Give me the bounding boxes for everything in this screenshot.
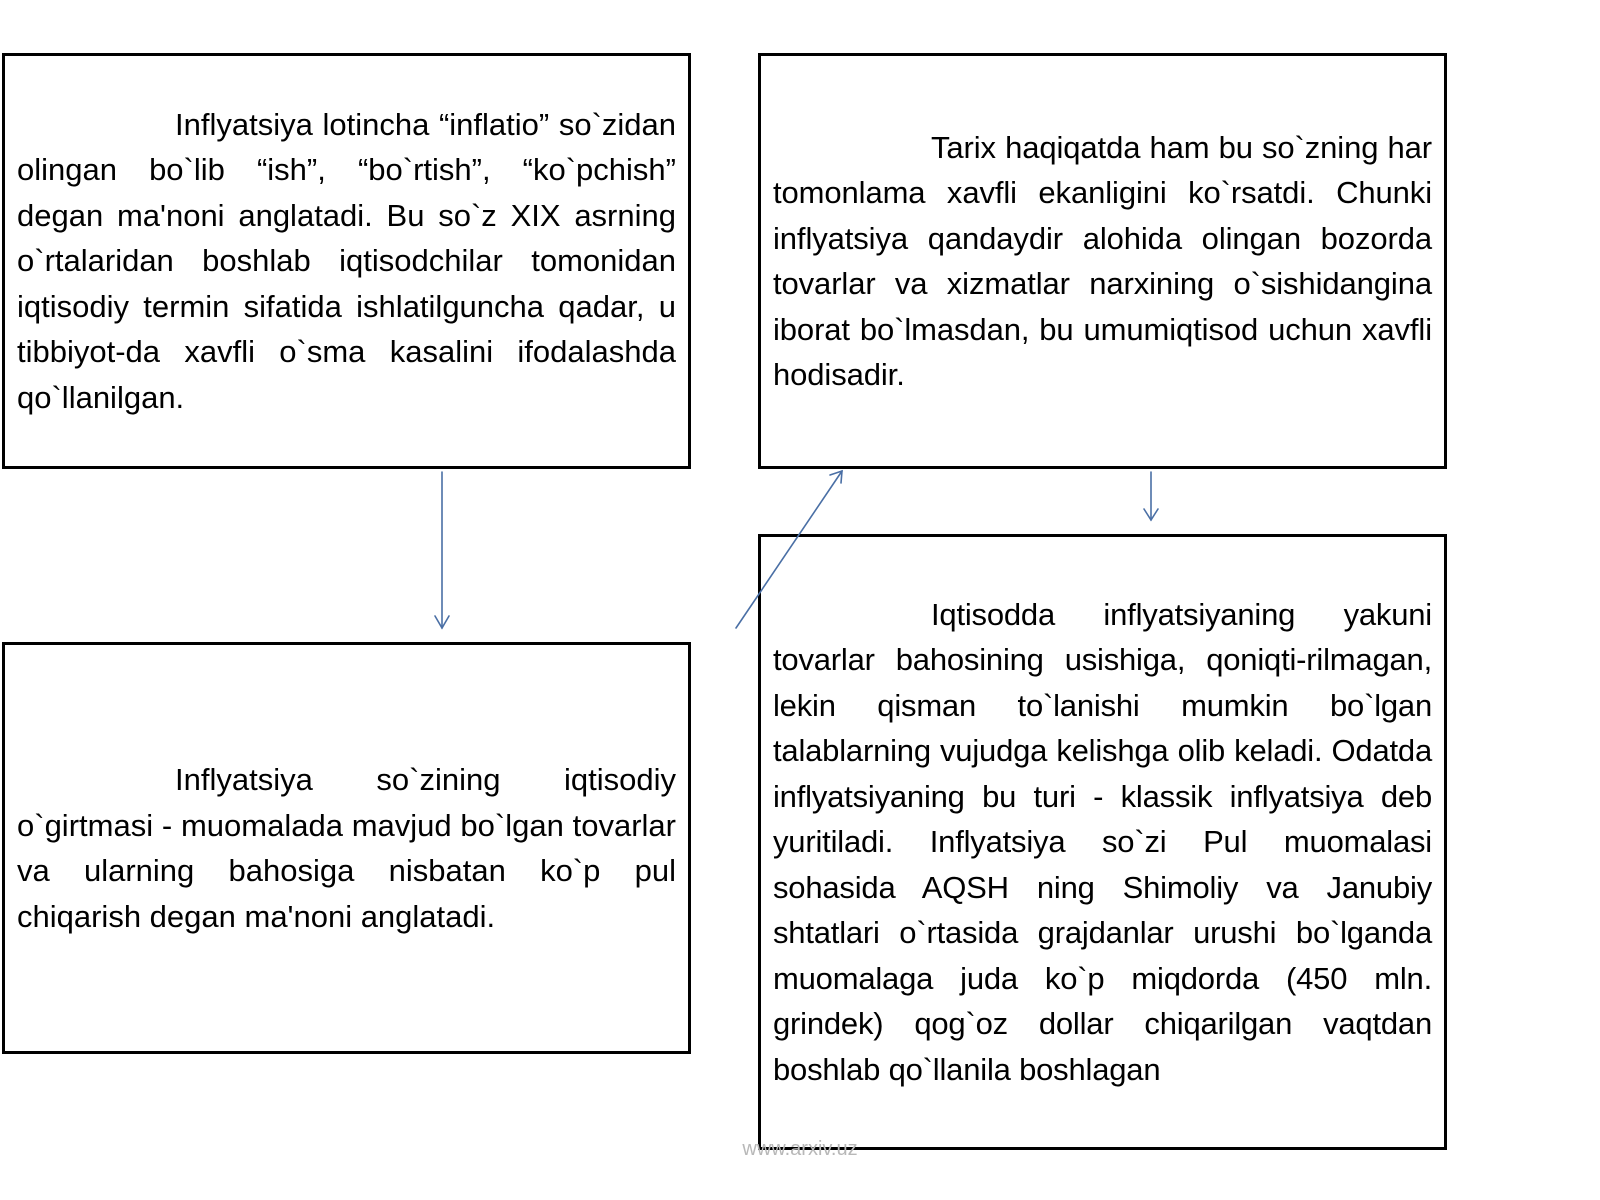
text-box-etymology-text: Inflyatsiya lotincha “inflatio” so`zidan olingan bo`lib “ish”, “bo`rtish”, “ko`pchish” degan ma'noni anglatadi. Bu so`z XIX asrning o`rtalaridan boshlab iqtisodchilar tomonidan iqtisodiy termin sifatida ishlatilguncha qadar, u tibbiyot-da xavfli o`sma kasalini ifodalashda qo`llanilgan. <box>17 106 676 415</box>
text-box-economic-meaning-text: Inflyatsiya so`zining iqtisodiy o`girtmasi - muomalada mavjud bo`lgan tovarlar va ularning bahosiga nisbatan ko`p pul chiqarish degan ma'noni anglatadi. <box>17 762 676 934</box>
text-box-economic-meaning <box>2 642 691 1054</box>
text-box-classic-inflation-text: Iqtisodda inflyatsiyaning yakuni tovarlar bahosining usishiga, qoniqti-rilmagan, lekin qisman to`lanishi mumkin bo`lgan talablarning vujudga kelishga olib keladi. Odatda inflyatsiyaning bu turi - klassik inflyatsiya deb yuritiladi. Inflyatsiya so`zi Pul muomalasi sohasida AQSH ning Shimoliy va Janubiy shtatlari o`rtasida grajdanlar urushi bo`lganda muomalaga juda ko`p miqdorda (450 mln. grindek) qog`oz dollar chiqarilgan vaqtdan boshlab qo`llanila boshlagan <box>773 596 1432 1087</box>
text-box-history-text: Tarix haqiqatda ham bu so`zning har tomonlama xavfli ekanligini ko`rsatdi. Chunki inflyatsiya qandaydir alohida olingan bozorda tovarlar va xizmatlar narxining o`sishidangina iborat bo`lmasdan, bu umumiqtisod uchun xavfli hodisadir. <box>773 129 1432 392</box>
text-box-history <box>758 53 1447 469</box>
text-box-classic-inflation <box>758 534 1447 1150</box>
watermark: www.arxiv.uz <box>742 1138 858 1160</box>
text-box-etymology <box>2 53 691 469</box>
arrow-top-left-to-bottom-left <box>435 472 449 628</box>
arrow-top-right-to-bottom-right <box>1144 472 1158 520</box>
